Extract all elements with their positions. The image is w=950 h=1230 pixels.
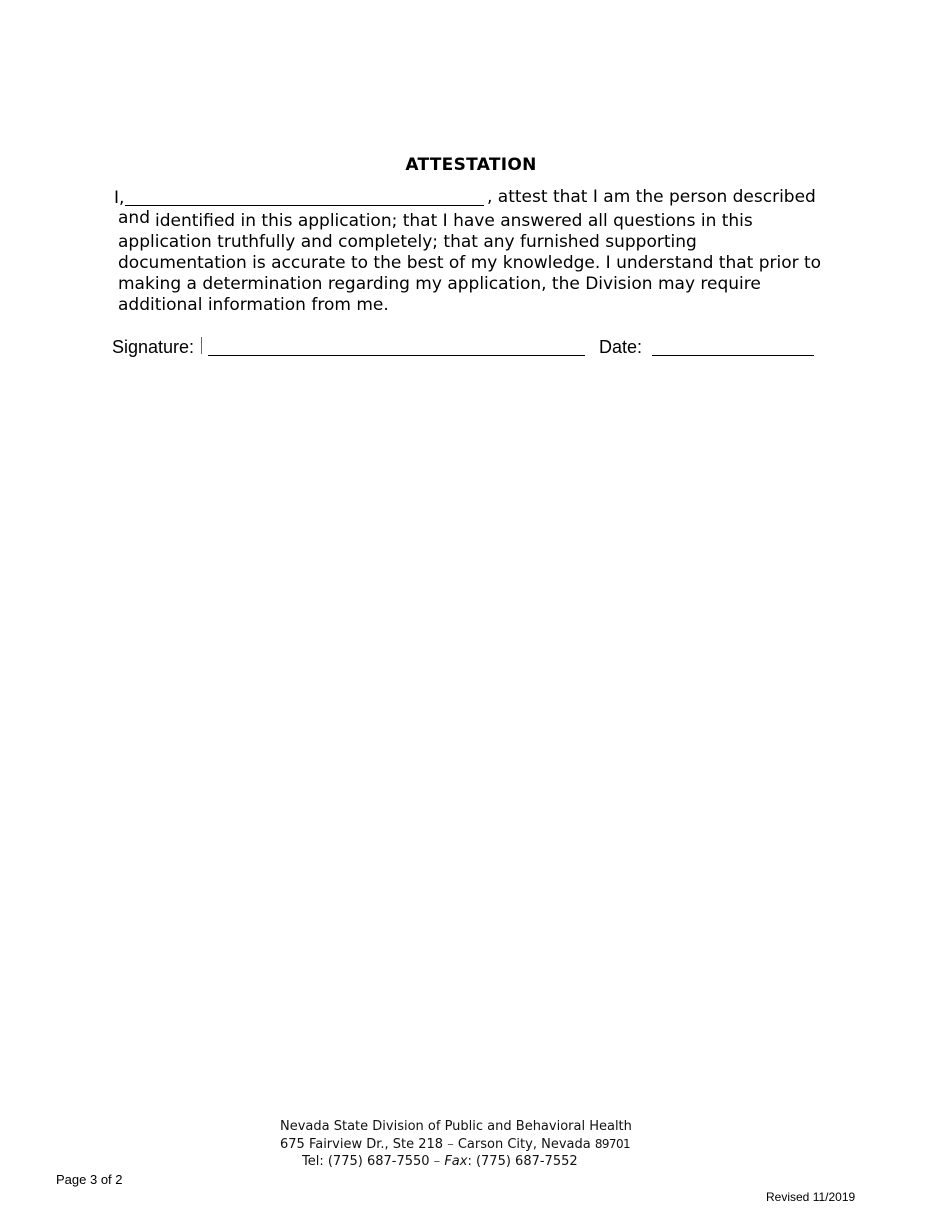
- footer-contact: [302, 1153, 578, 1170]
- date-label: Date:: [599, 337, 643, 357]
- attestation-body-line-3: application truthfully and completely; that any furnished supporting: [118, 232, 697, 252]
- footer-contact-separator: –: [433, 1154, 441, 1169]
- footer-fax-number: : (775) 687-7552: [467, 1154, 578, 1169]
- date-field[interactable]: [652, 355, 814, 356]
- footer-address-separator: –: [447, 1137, 454, 1152]
- page-number: Page 3 of 2: [56, 1172, 123, 1187]
- attestation-body-line-1: and: [118, 208, 150, 228]
- footer-address-street: 675 Fairview Dr., Ste 218: [280, 1137, 444, 1152]
- signature-field[interactable]: [208, 355, 585, 356]
- name-blank-line[interactable]: [125, 205, 484, 206]
- attestation-body-line-6: additional information from me.: [118, 295, 389, 315]
- footer-address-city: Carson City, Nevada: [457, 1137, 591, 1152]
- footer-address: [280, 1136, 630, 1153]
- attestation-body-line-4: documentation is accurate to the best of my knowledge. I understand that prior to: [118, 253, 822, 273]
- attestation-intro-suffix: , attest that I am the person described: [487, 187, 816, 207]
- attestation-intro-prefix: I,: [114, 188, 125, 208]
- footer-fax-label: Fax: [444, 1154, 468, 1169]
- signature-label: Signature:: [112, 337, 195, 357]
- footer-org-name-text: Nevada State Division of Public and Behavioral Health: [280, 1119, 632, 1134]
- footer-address-zip: 89701: [594, 1137, 631, 1151]
- attestation-body-line-2: identified in this application; that I have answered all questions in this: [155, 211, 753, 231]
- text-cursor: [201, 337, 202, 354]
- footer-org-name: [280, 1118, 632, 1135]
- revision-date: Revised 11/2019: [766, 1190, 856, 1204]
- footer-tel: Tel: (775) 687-7550: [302, 1154, 430, 1169]
- page-title: ATTESTATION: [405, 155, 537, 175]
- attestation-body-line-5: making a determination regarding my application, the Division may require: [118, 274, 761, 294]
